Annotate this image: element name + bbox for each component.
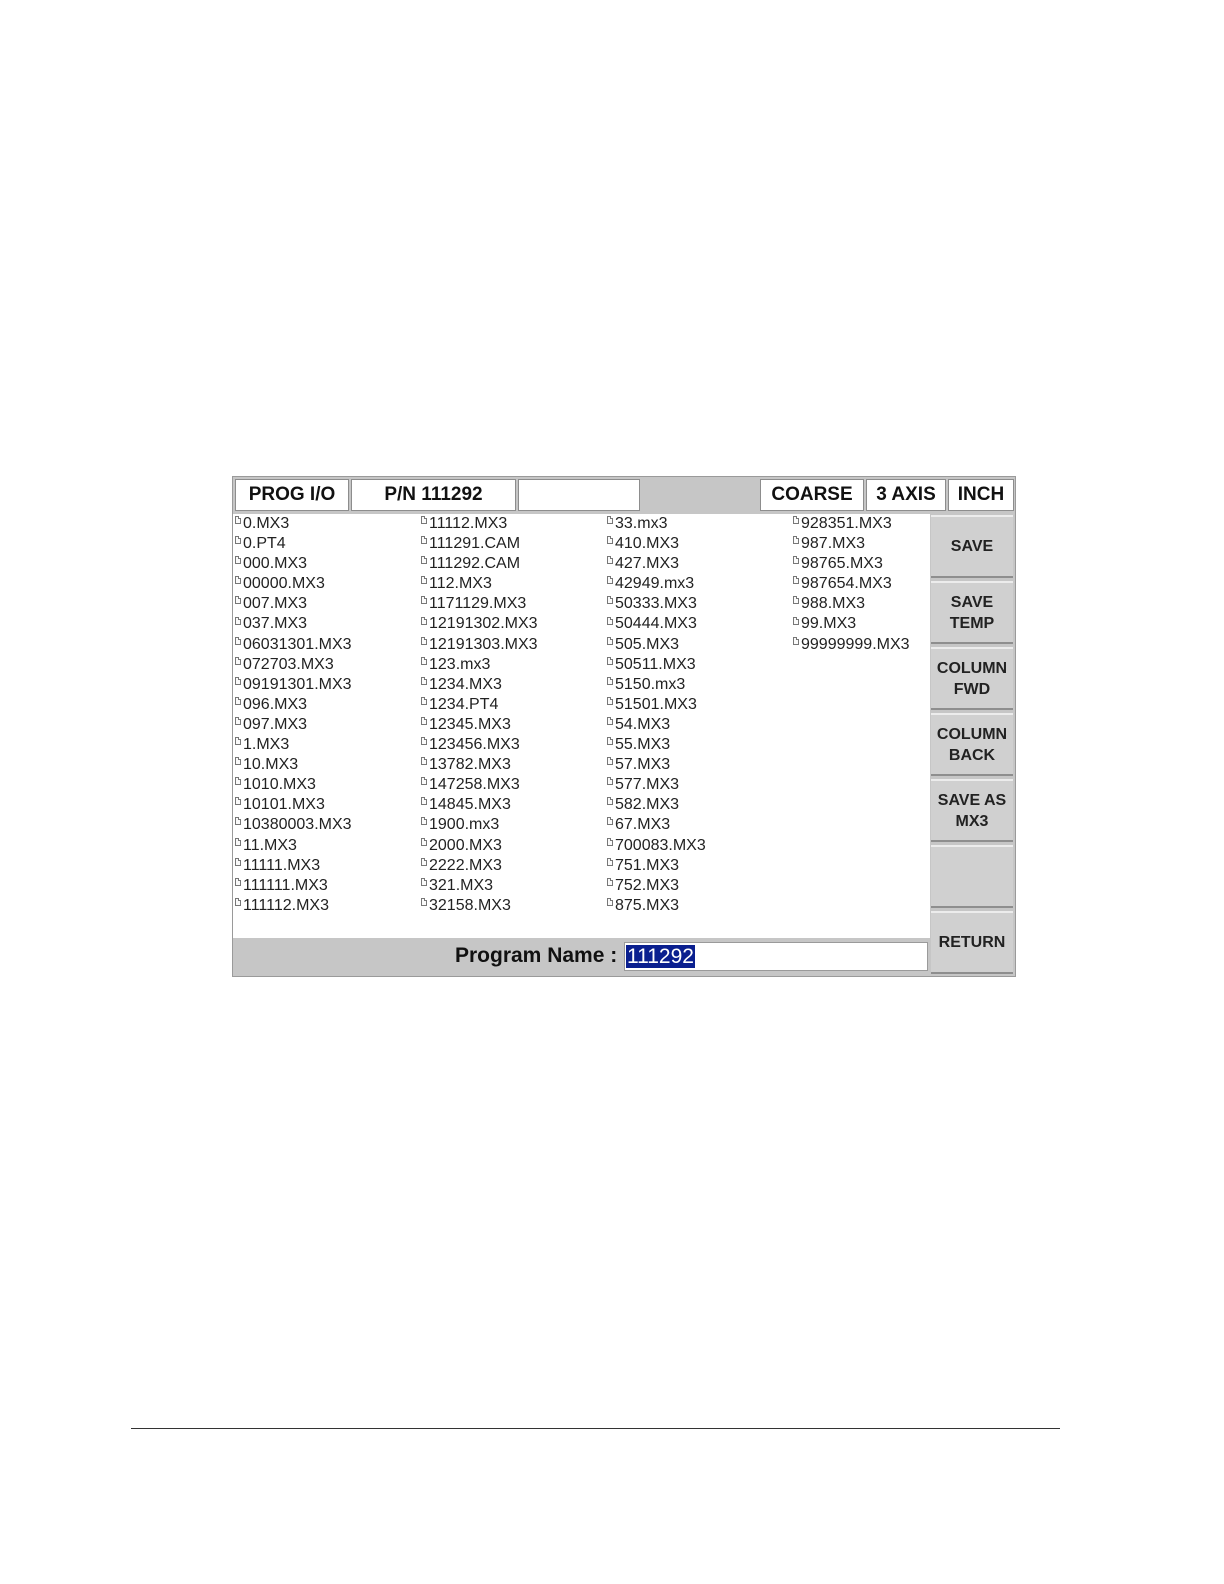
file-list-item[interactable] (421, 655, 607, 675)
file-list-item[interactable] (235, 675, 421, 695)
file-icon (607, 576, 613, 584)
file-list-item[interactable] (421, 775, 607, 795)
file-name: 98765.MX3 (801, 555, 883, 573)
file-list-item[interactable] (235, 775, 421, 795)
file-name: 987.MX3 (801, 535, 866, 553)
softkey-panel (930, 514, 1015, 976)
file-icon (607, 817, 613, 825)
file-name: 2222.MX3 (429, 856, 502, 874)
file-icon (235, 697, 241, 705)
file-icon (235, 677, 241, 685)
file-icon (235, 556, 241, 564)
file-list-item[interactable] (235, 554, 421, 574)
file-name: 000.MX3 (243, 555, 308, 573)
file-list-item[interactable] (235, 534, 421, 554)
file-list-item[interactable] (793, 514, 930, 534)
axis-indicator: 3 AXIS (866, 479, 946, 511)
file-list-item[interactable] (607, 554, 793, 574)
file-column-4 (793, 514, 930, 655)
file-name: 928351.MX3 (801, 515, 892, 532)
file-list-item[interactable] (607, 675, 793, 695)
file-name: 99.MX3 (801, 615, 857, 633)
program-name-label: Program Name : (455, 944, 618, 967)
file-icon (235, 596, 241, 604)
file-list-item[interactable] (235, 836, 421, 856)
file-list-item[interactable] (607, 614, 793, 634)
file-icon (421, 697, 427, 705)
file-icon (235, 797, 241, 805)
file-list-item[interactable] (421, 856, 607, 876)
file-list-item[interactable] (235, 695, 421, 715)
file-name: 0.PT4 (243, 535, 286, 553)
file-name: 987654.MX3 (801, 575, 892, 593)
file-list-item[interactable] (607, 574, 793, 594)
file-icon (235, 878, 241, 886)
prog-io-screen (232, 476, 1016, 977)
file-icon (421, 657, 427, 665)
file-name: 00000.MX3 (243, 575, 325, 593)
file-name: 111292.CAM (429, 555, 521, 573)
file-name: 752.MX3 (615, 876, 680, 894)
file-list-item[interactable] (607, 635, 793, 655)
file-name: 123456.MX3 (429, 736, 520, 754)
file-list-item[interactable] (421, 896, 607, 916)
blank-status-box (518, 479, 640, 511)
file-icon (607, 797, 613, 805)
file-icon (235, 717, 241, 725)
save-as-mx3-button[interactable]: SAVE AS MX3 (931, 779, 1013, 842)
file-list-item[interactable] (421, 695, 607, 715)
file-list-item[interactable] (421, 735, 607, 755)
file-list-item[interactable] (235, 655, 421, 675)
file-name: 54.MX3 (615, 715, 671, 733)
column-fwd-button[interactable]: COLUMN FWD (931, 647, 1013, 710)
file-icon (607, 757, 613, 765)
file-icon (421, 797, 427, 805)
file-list-item[interactable] (235, 795, 421, 815)
file-icon (421, 777, 427, 785)
file-list-item[interactable] (235, 735, 421, 755)
file-icon (421, 677, 427, 685)
file-icon (421, 637, 427, 645)
file-list-item[interactable] (421, 554, 607, 574)
file-icon (607, 838, 613, 846)
file-list-item[interactable] (793, 534, 930, 554)
file-name: 11.MX3 (243, 836, 297, 854)
file-icon (607, 717, 613, 725)
status-spacer (642, 479, 758, 511)
file-name: 11112.MX3 (429, 515, 508, 532)
file-icon (607, 637, 613, 645)
file-name: 1171129.MX3 (429, 595, 527, 613)
file-icon (607, 878, 613, 886)
jog-mode-indicator: COARSE (760, 479, 864, 511)
file-name: 1900.mx3 (429, 816, 500, 834)
mode-indicator: PROG I/O (235, 479, 349, 511)
file-icon (607, 737, 613, 745)
file-name: 988.MX3 (801, 595, 866, 613)
file-name: 50333.MX3 (615, 595, 697, 613)
file-list-item[interactable] (421, 675, 607, 695)
file-name: 577.MX3 (615, 776, 680, 794)
file-list-item[interactable] (235, 514, 421, 534)
file-icon (235, 777, 241, 785)
file-name: 0.MX3 (243, 515, 290, 532)
file-name: 55.MX3 (615, 736, 671, 754)
file-icon (421, 898, 427, 906)
file-icon (607, 898, 613, 906)
file-name: 410.MX3 (615, 535, 680, 553)
file-list-item[interactable] (793, 554, 930, 574)
file-icon (421, 858, 427, 866)
file-icon (793, 617, 799, 625)
file-list-item[interactable] (607, 735, 793, 755)
file-name: 1234.MX3 (429, 675, 502, 693)
file-list-item[interactable] (235, 594, 421, 614)
file-icon (607, 617, 613, 625)
file-list-item[interactable] (607, 775, 793, 795)
save-button[interactable]: SAVE (931, 515, 1013, 578)
file-name: 42949.mx3 (615, 575, 695, 593)
file-name: 14845.MX3 (429, 796, 511, 814)
file-name: 33.mx3 (615, 515, 668, 532)
file-list-item[interactable] (793, 574, 930, 594)
file-name: 99999999.MX3 (801, 635, 910, 653)
file-column-3 (607, 514, 793, 916)
file-icon (421, 617, 427, 625)
file-name: 096.MX3 (243, 695, 308, 713)
file-icon (235, 617, 241, 625)
file-name: 111112.MX3 (243, 896, 329, 914)
file-list-item[interactable] (607, 534, 793, 554)
file-name: 12345.MX3 (429, 715, 511, 733)
file-icon (607, 657, 613, 665)
file-name: 32158.MX3 (429, 896, 511, 914)
file-column-1 (235, 514, 421, 916)
file-column-2 (421, 514, 607, 916)
file-icon (793, 637, 799, 645)
file-list-item[interactable] (607, 876, 793, 896)
program-name-bar (233, 938, 930, 976)
file-list-item[interactable] (421, 715, 607, 735)
file-name: 10101.MX3 (243, 796, 325, 814)
file-list-item[interactable] (235, 635, 421, 655)
file-name: 12191303.MX3 (429, 635, 538, 653)
file-name: 1010.MX3 (243, 776, 316, 794)
file-icon (235, 737, 241, 745)
file-name: 097.MX3 (243, 715, 308, 733)
file-name: 111111.MX3 (243, 876, 328, 894)
file-icon (235, 838, 241, 846)
file-name: 50444.MX3 (615, 615, 697, 633)
empty-softkey[interactable] (931, 845, 1013, 908)
file-icon (235, 858, 241, 866)
file-list-item[interactable] (421, 614, 607, 634)
file-list-item[interactable] (421, 755, 607, 775)
file-list-item[interactable] (421, 635, 607, 655)
file-name: 111291.CAM (429, 535, 521, 553)
file-icon (421, 576, 427, 584)
column-back-button[interactable]: COLUMN BACK (931, 713, 1013, 776)
file-icon (421, 536, 427, 544)
file-list-item[interactable] (607, 815, 793, 835)
file-name: 007.MX3 (243, 595, 308, 613)
save-temp-button[interactable]: SAVE TEMP (931, 581, 1013, 644)
file-list-item[interactable] (235, 614, 421, 634)
file-list-item[interactable] (607, 856, 793, 876)
file-list-item[interactable] (421, 815, 607, 835)
units-indicator: INCH (948, 479, 1014, 511)
file-name: 123.mx3 (429, 655, 491, 673)
file-list-item[interactable] (793, 594, 930, 614)
file-list-item[interactable] (793, 614, 930, 634)
file-list-item[interactable] (793, 635, 930, 655)
file-list-item[interactable] (607, 896, 793, 916)
file-icon (421, 757, 427, 765)
file-list-item[interactable] (421, 876, 607, 896)
file-icon (793, 596, 799, 604)
file-icon (793, 556, 799, 564)
file-icon (235, 817, 241, 825)
program-name-input[interactable] (624, 942, 928, 971)
file-list-item[interactable] (235, 896, 421, 916)
file-list-item[interactable] (421, 574, 607, 594)
file-icon (235, 657, 241, 665)
file-icon (421, 556, 427, 564)
file-icon (235, 536, 241, 544)
file-icon (235, 576, 241, 584)
file-list-item[interactable] (421, 795, 607, 815)
file-name: 2000.MX3 (429, 836, 502, 854)
file-list-item[interactable] (607, 594, 793, 614)
file-name: 10380003.MX3 (243, 816, 352, 834)
file-name: 321.MX3 (429, 876, 494, 894)
file-list-item[interactable] (421, 836, 607, 856)
file-name: 11111.MX3 (243, 856, 321, 874)
file-icon (235, 516, 241, 524)
file-name: 10.MX3 (243, 756, 299, 774)
file-name: 57.MX3 (615, 756, 671, 774)
file-list-item[interactable] (607, 755, 793, 775)
file-icon (421, 717, 427, 725)
file-name: 09191301.MX3 (243, 675, 352, 693)
file-name: 112.MX3 (429, 575, 492, 593)
file-icon (421, 596, 427, 604)
file-list-item[interactable] (421, 514, 607, 534)
file-icon (235, 757, 241, 765)
file-icon (607, 556, 613, 564)
file-name: 06031301.MX3 (243, 635, 352, 653)
file-icon (607, 777, 613, 785)
file-list-item[interactable] (607, 514, 793, 534)
file-list-item[interactable] (235, 815, 421, 835)
file-icon (607, 536, 613, 544)
file-name: 1234.PT4 (429, 695, 499, 713)
file-icon (421, 737, 427, 745)
file-list-item[interactable] (607, 695, 793, 715)
file-icon (421, 878, 427, 886)
file-list-item[interactable] (235, 755, 421, 775)
file-icon (235, 898, 241, 906)
file-icon (607, 516, 613, 524)
file-icon (793, 576, 799, 584)
file-list-item[interactable] (607, 655, 793, 675)
file-list-item[interactable] (235, 856, 421, 876)
file-list-item[interactable] (235, 715, 421, 735)
file-name: 147258.MX3 (429, 776, 520, 794)
file-icon (607, 596, 613, 604)
file-list-item[interactable] (235, 876, 421, 896)
file-list-item[interactable] (235, 574, 421, 594)
file-name: 505.MX3 (615, 635, 680, 653)
file-icon (235, 637, 241, 645)
file-list[interactable] (233, 514, 930, 938)
return-button[interactable]: RETURN (931, 911, 1013, 974)
file-icon (793, 516, 799, 524)
file-icon (421, 838, 427, 846)
file-name: 13782.MX3 (429, 756, 511, 774)
page-footer-rule (131, 1428, 1060, 1429)
file-name: 751.MX3 (615, 856, 680, 874)
file-list-item[interactable] (421, 534, 607, 554)
file-list-item[interactable] (421, 594, 607, 614)
status-bar (233, 477, 1015, 514)
file-icon (607, 697, 613, 705)
file-name: 51501.MX3 (615, 695, 697, 713)
file-name: 875.MX3 (615, 896, 680, 914)
file-name: 700083.MX3 (615, 836, 706, 854)
file-list-item[interactable] (607, 795, 793, 815)
file-list-item[interactable] (607, 836, 793, 856)
file-name: 037.MX3 (243, 615, 308, 633)
file-icon (607, 677, 613, 685)
file-name: 1.MX3 (243, 736, 290, 754)
file-name: 67.MX3 (615, 816, 671, 834)
file-icon (421, 817, 427, 825)
file-icon (793, 536, 799, 544)
file-name: 427.MX3 (615, 555, 680, 573)
file-name: 5150.mx3 (615, 675, 686, 693)
file-list-item[interactable] (607, 715, 793, 735)
file-name: 072703.MX3 (243, 655, 334, 673)
program-name-value: 111292 (627, 945, 694, 968)
file-icon (421, 516, 427, 524)
file-name: 12191302.MX3 (429, 615, 538, 633)
part-number-display: P/N 111292 (351, 479, 516, 511)
file-name: 50511.MX3 (615, 655, 696, 673)
file-name: 582.MX3 (615, 796, 680, 814)
file-icon (607, 858, 613, 866)
